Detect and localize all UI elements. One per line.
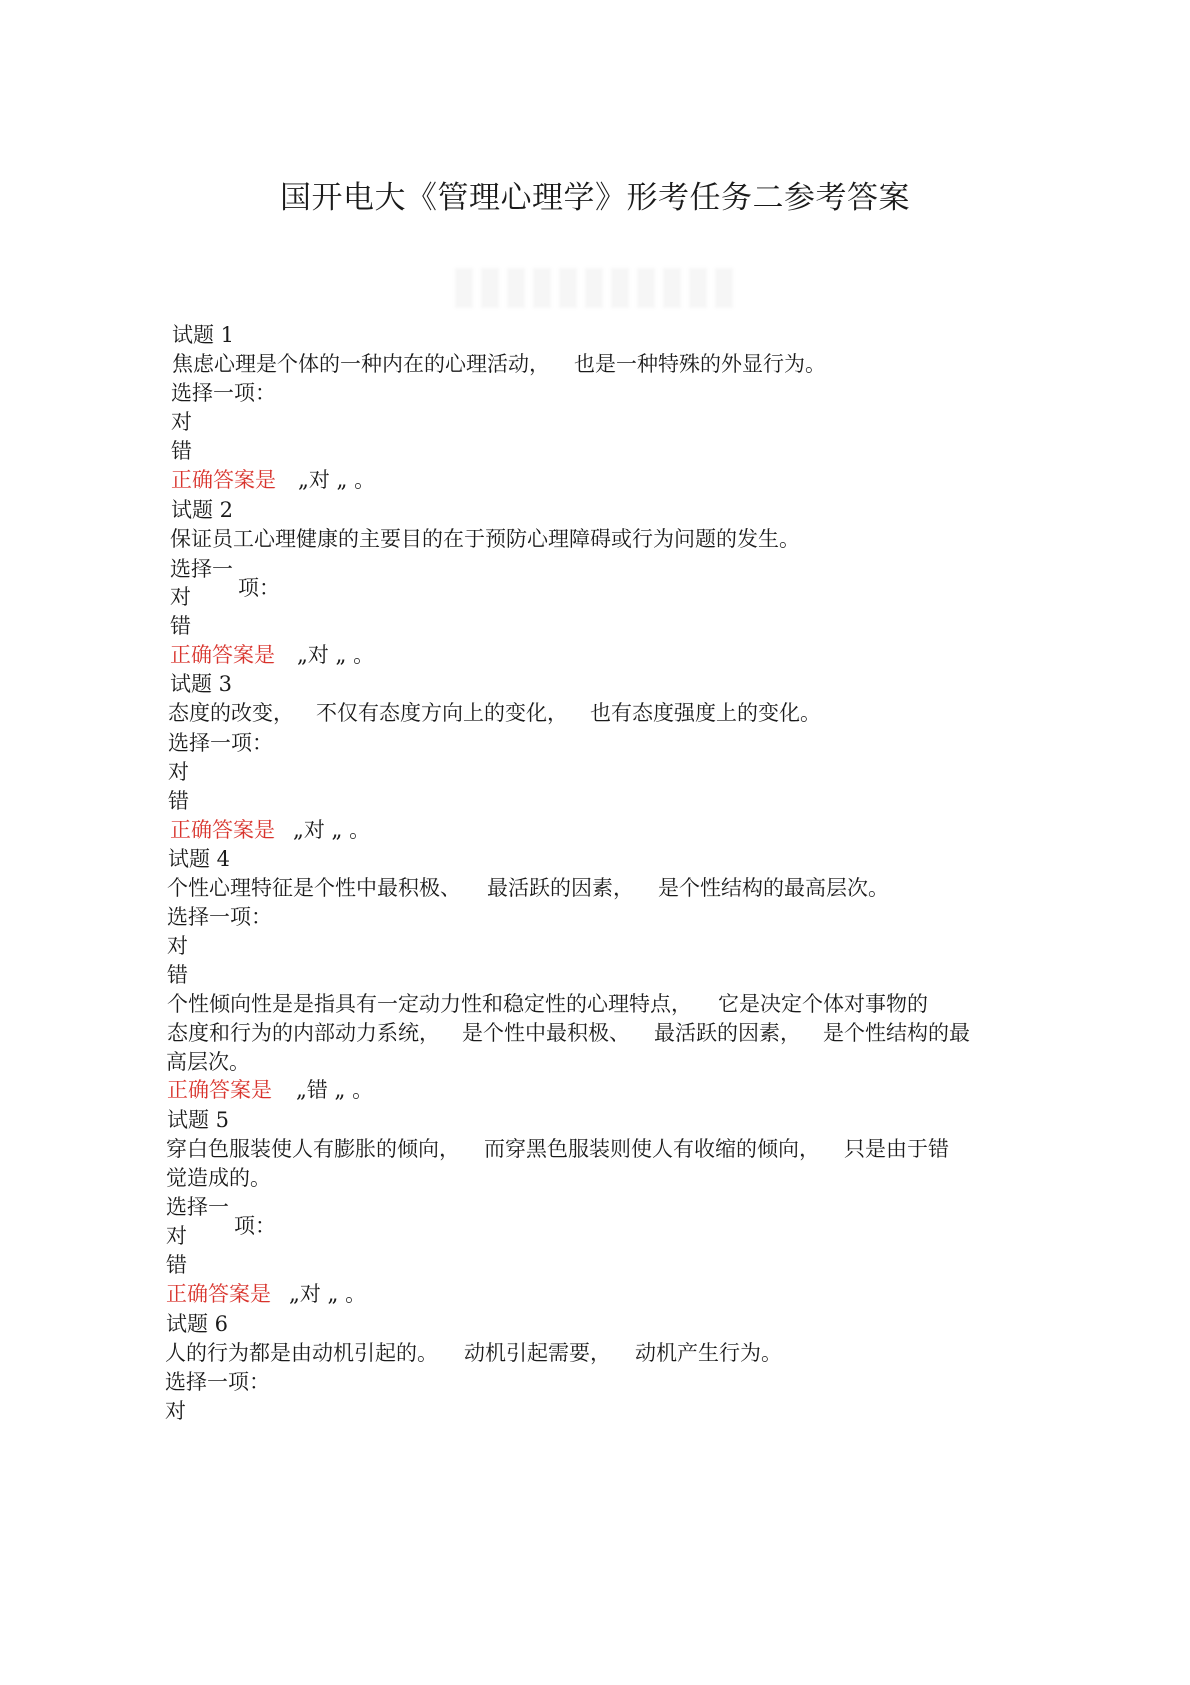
stem-part: 而穿黑色服装则使人有收缩的倾向， xyxy=(484,1137,820,1161)
explanation-text xyxy=(167,1020,970,1046)
answer-prefix: 正确答案是 xyxy=(167,1078,272,1102)
stem-part: 是个性结构的最高层次。 xyxy=(658,876,889,900)
option-false[interactable]: 错 xyxy=(167,963,188,987)
stem-part: 态度的改变， xyxy=(168,701,294,725)
stem-part: 人的行为都是由动机引起的。 xyxy=(165,1341,438,1365)
choice-prompt-part: 选择一 xyxy=(166,1195,229,1219)
choice-prompt-part: 项： xyxy=(238,576,280,600)
explanation-part: 是个性结构的最 xyxy=(823,1021,970,1045)
question-stem xyxy=(168,700,821,726)
stem-part: 动机引起需要， xyxy=(464,1341,611,1365)
stem-part: 也是一种特殊的外显行为。 xyxy=(574,352,826,376)
question-label: 试题 2 xyxy=(171,498,234,522)
explanation-part: 态度和行为的内部动力系统， xyxy=(167,1021,440,1045)
question-label: 试题 1 xyxy=(172,323,235,347)
question-stem xyxy=(167,875,889,901)
answer-value: „对 „ 。 xyxy=(297,643,375,667)
answer-prefix: 正确答案是 xyxy=(171,468,276,492)
stem-part: 只是由于错 xyxy=(844,1137,949,1161)
option-false[interactable]: 错 xyxy=(168,789,189,813)
option-false[interactable]: 错 xyxy=(166,1253,187,1277)
option-false[interactable]: 错 xyxy=(170,614,191,638)
stem-part: 动机产生行为。 xyxy=(635,1341,782,1365)
option-true[interactable]: 对 xyxy=(167,934,188,958)
question-label: 试题 5 xyxy=(167,1108,230,1132)
option-true[interactable]: 对 xyxy=(165,1399,186,1423)
explanation-part: 最活跃的因素， xyxy=(654,1021,801,1045)
answer-prefix: 正确答案是 xyxy=(170,643,275,667)
stem-part: 最活跃的因素， xyxy=(487,876,634,900)
explanation-text xyxy=(167,991,928,1017)
stem-part: 焦虑心理是个体的一种内在的心理活动， xyxy=(172,352,550,376)
choice-prompt: 选择一项： xyxy=(168,731,273,755)
option-true[interactable]: 对 xyxy=(171,410,192,434)
option-true[interactable]: 对 xyxy=(170,585,191,609)
option-true[interactable]: 对 xyxy=(168,760,189,784)
stem-part: 穿白色服装使人有膨胀的倾向， xyxy=(166,1137,460,1161)
question-label: 试题 3 xyxy=(170,672,233,696)
answer-prefix: 正确答案是 xyxy=(166,1282,271,1306)
explanation-text: 高层次。 xyxy=(166,1050,250,1074)
correct-answer xyxy=(170,642,374,668)
explanation-part: 是个性中最积极、 xyxy=(462,1021,630,1045)
option-false[interactable]: 错 xyxy=(171,439,192,463)
watermark xyxy=(455,268,735,308)
stem-part: 也有态度强度上的变化。 xyxy=(590,701,821,725)
answer-prefix: 正确答案是 xyxy=(170,818,275,842)
answer-value: „对 „ 。 xyxy=(293,818,371,842)
stem-part: 个性心理特征是个性中最积极、 xyxy=(167,876,461,900)
option-true[interactable]: 对 xyxy=(166,1224,187,1248)
question-stem: 保证员工心理健康的主要目的在于预防心理障碍或行为问题的发生。 xyxy=(170,527,800,551)
page-title: 国开电大《管理心理学》形考任务二参考答案 xyxy=(280,180,910,216)
answer-value: „对 „ 。 xyxy=(298,468,376,492)
choice-prompt: 选择一项： xyxy=(167,905,272,929)
correct-answer xyxy=(171,467,375,493)
question-stem xyxy=(165,1340,782,1366)
choice-prompt-part: 项： xyxy=(234,1214,276,1238)
question-label: 试题 4 xyxy=(168,847,231,871)
answer-value: „错 „ 。 xyxy=(296,1078,374,1102)
answer-value: „对 „ 。 xyxy=(289,1282,367,1306)
correct-answer xyxy=(166,1281,366,1307)
choice-prompt: 选择一项： xyxy=(165,1370,270,1394)
question-stem: 觉造成的。 xyxy=(166,1166,271,1190)
question-stem xyxy=(172,351,826,377)
stem-part: 不仅有态度方向上的变化， xyxy=(316,701,568,725)
choice-prompt: 选择一项： xyxy=(171,381,276,405)
explanation-part: 个性倾向性是是指具有一定动力性和稳定性的心理特点， xyxy=(167,992,692,1016)
correct-answer xyxy=(167,1077,373,1103)
question-stem xyxy=(166,1136,949,1162)
explanation-part: 它是决定个体对事物的 xyxy=(718,992,928,1016)
correct-answer xyxy=(170,817,370,843)
choice-prompt-part: 选择一 xyxy=(170,557,233,581)
question-label: 试题 6 xyxy=(166,1312,229,1336)
